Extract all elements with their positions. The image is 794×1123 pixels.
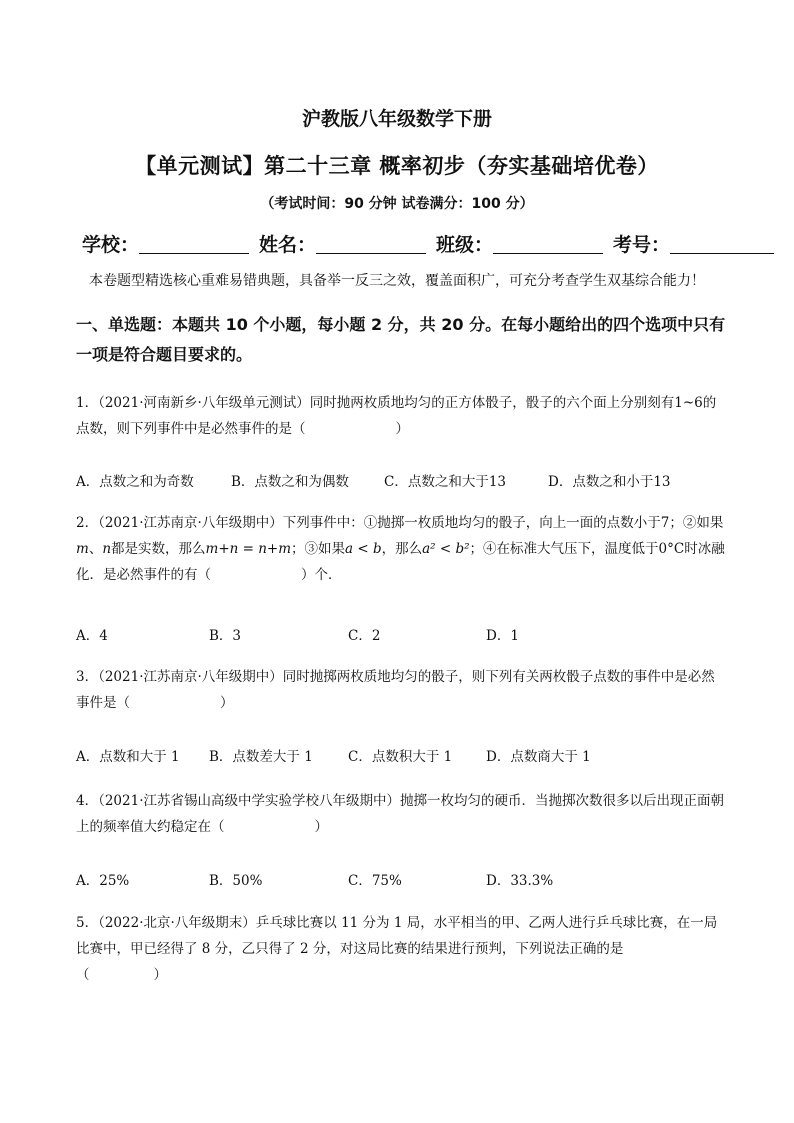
- question-stem-part: ，那么: [381, 541, 423, 557]
- document-subtitle: 沪教版八年级数学下册: [301, 108, 492, 130]
- equation-commutative: m+n = n+m: [205, 541, 292, 557]
- exam-number-blank[interactable]: [670, 233, 774, 254]
- question-4: [76, 788, 726, 840]
- option-d[interactable]: D．33.3%: [486, 873, 554, 889]
- student-info-fields: [82, 230, 722, 257]
- option-c[interactable]: C．点数之和大于13: [384, 474, 507, 490]
- question-stem: 1．（2021·河南新乡·八年级单元测试）同时抛两枚质地均匀的正方体骰子，骰子的六个面上分别刻有1~6的点数，则下列事件中是必然事件的是（: [76, 395, 717, 437]
- name-label: 姓名：: [259, 234, 317, 256]
- name-blank[interactable]: [316, 233, 426, 254]
- question-stem-end: ）: [153, 967, 167, 983]
- option-d[interactable]: D．点数商大于 1: [486, 749, 591, 765]
- var-n: n: [102, 541, 112, 557]
- option-c[interactable]: C．75%: [348, 873, 402, 889]
- inequality-a-b: a < b: [345, 541, 382, 557]
- option-b[interactable]: B．点数差大于 1: [209, 749, 313, 765]
- var-m: m: [76, 541, 89, 557]
- school-blank[interactable]: [139, 233, 249, 254]
- section-heading: 一、单选题：本题共 10 个小题，每小题 2 分，共 20 分。在每小题给出的四个选项中只有一项是符合题目要求的。: [76, 315, 726, 364]
- question-stem-open: （: [76, 967, 90, 983]
- question-stem-part: 都是实数，那么: [111, 541, 206, 557]
- question-3: [76, 664, 726, 716]
- intro-text: 本卷题型精选核心重难易错典题，具备举一反三之效，覆盖面积广，可充分考查学生双基综合能力！: [89, 273, 705, 289]
- document-title: 【单元测试】第二十三章 概率初步（夯实基础培优卷）: [135, 154, 659, 178]
- question-2: [76, 510, 726, 588]
- question-stem-part: ；③如果: [291, 541, 346, 557]
- option-a[interactable]: A．点数和大于 1: [76, 749, 180, 765]
- question-stem: 4．（2021·江苏省锡山高级中学实验学校八年级期中）抛掷一枚均匀的硬币．当抛掷次数很多以后出现正面朝上的频率值大约稳定在（: [76, 793, 724, 835]
- option-b[interactable]: B．点数之和为偶数: [231, 474, 349, 490]
- question-stem: 3．（2021·江苏南京·八年级期中）同时抛掷两枚质地均匀的骰子，则下列有关两枚骰子点数的事件中是必然事件是（: [76, 669, 715, 711]
- question-stem-part: ；④在标准大气压下，温度低于0°C时冰融化．是必然事件的有（: [76, 541, 725, 583]
- school-label: 学校：: [82, 234, 140, 256]
- option-c[interactable]: C．点数积大于 1: [348, 749, 453, 765]
- class-label: 班级：: [436, 234, 494, 256]
- question-stem-end: ）个．: [301, 567, 342, 583]
- option-a[interactable]: A．25%: [76, 873, 130, 889]
- question-stem-end: ）: [314, 819, 328, 835]
- question-stem-end: ）: [395, 421, 409, 437]
- class-blank[interactable]: [493, 233, 603, 254]
- separator: 、: [88, 541, 103, 557]
- option-a[interactable]: A．4: [76, 628, 108, 644]
- question-stem: 2．（2021·江苏南京·八年级期中）下列事件中：①抛掷一枚质地均匀的骰子，向上一面的点数小于7；②如果: [76, 515, 724, 531]
- option-b[interactable]: B．50%: [209, 873, 263, 889]
- question-stem: 5．（2022·北京·八年级期末）乒乓球比赛以 11 分为 1 局，水平相当的甲、乙两人进行乒乓球比赛，在一局比赛中，甲已经得了 8 分，乙只得了 2 分，对这局比赛的结果进行预判，下列说法正确的是: [76, 915, 718, 957]
- option-b[interactable]: B．3: [209, 628, 242, 644]
- exam-info: （考试时间：90 分钟 试卷满分：100 分）: [260, 196, 534, 212]
- inequality-squares: a² < b²: [422, 541, 470, 557]
- exam-number-label: 考号：: [613, 234, 671, 256]
- option-c[interactable]: C．2: [348, 628, 381, 644]
- option-d[interactable]: D．点数之和小于13: [548, 474, 671, 490]
- question-1: [76, 390, 726, 442]
- question-5: [76, 910, 726, 988]
- option-a[interactable]: A．点数之和为奇数: [76, 474, 194, 490]
- question-stem-end: ）: [220, 695, 234, 711]
- option-d[interactable]: D．1: [486, 628, 519, 644]
